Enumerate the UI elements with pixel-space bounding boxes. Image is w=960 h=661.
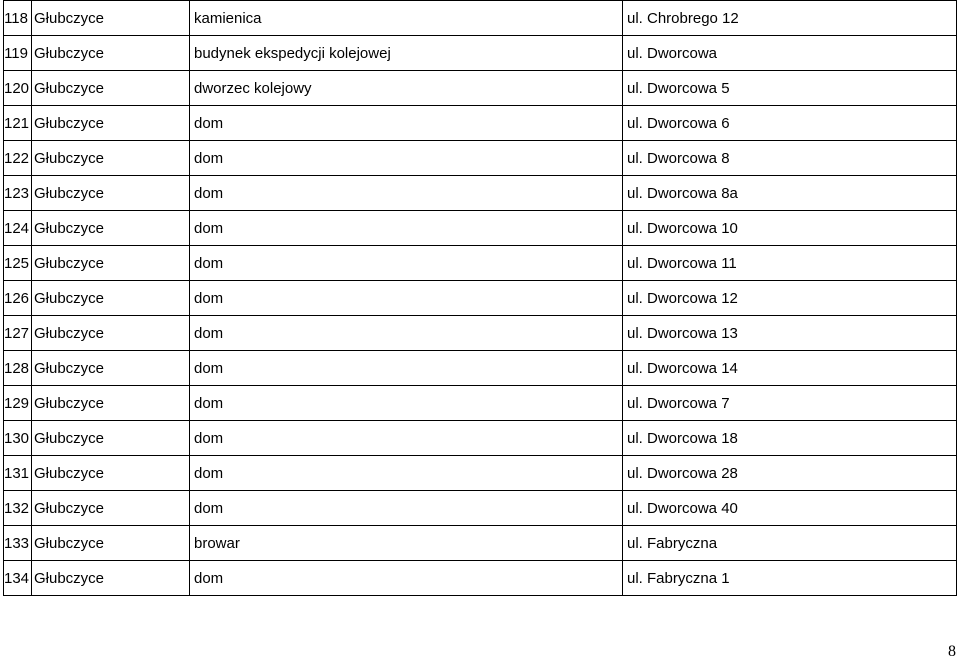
row-number: 133: [4, 526, 32, 561]
table-row: [4, 491, 957, 526]
town-cell: Głubczyce: [32, 316, 190, 351]
table-row: [4, 351, 957, 386]
town-cell: Głubczyce: [32, 526, 190, 561]
row-number: 123: [4, 176, 32, 211]
row-number: 128: [4, 351, 32, 386]
object-cell: budynek ekspedycji kolejowej: [190, 36, 623, 71]
object-cell: dom: [190, 281, 623, 316]
address-cell: ul. Dworcowa 11: [623, 246, 957, 281]
table-row: [4, 246, 957, 281]
table-body: [4, 1, 957, 596]
address-cell: ul. Fabryczna 1: [623, 561, 957, 596]
address-cell: ul. Dworcowa 40: [623, 491, 957, 526]
object-cell: kamienica: [190, 1, 623, 36]
town-cell: Głubczyce: [32, 281, 190, 316]
table-row: [4, 561, 957, 596]
table-row: [4, 36, 957, 71]
address-cell: ul. Dworcowa 8: [623, 141, 957, 176]
row-number: 127: [4, 316, 32, 351]
object-cell: dom: [190, 351, 623, 386]
town-cell: Głubczyce: [32, 211, 190, 246]
town-cell: Głubczyce: [32, 421, 190, 456]
table-row: [4, 281, 957, 316]
object-cell: dom: [190, 456, 623, 491]
row-number: 118: [4, 1, 32, 36]
town-cell: Głubczyce: [32, 71, 190, 106]
row-number: 134: [4, 561, 32, 596]
town-cell: Głubczyce: [32, 36, 190, 71]
object-cell: dworzec kolejowy: [190, 71, 623, 106]
object-cell: dom: [190, 421, 623, 456]
table-row: [4, 386, 957, 421]
town-cell: Głubczyce: [32, 246, 190, 281]
row-number: 125: [4, 246, 32, 281]
row-number: 126: [4, 281, 32, 316]
address-cell: ul. Dworcowa 10: [623, 211, 957, 246]
object-cell: dom: [190, 386, 623, 421]
address-cell: ul. Dworcowa 12: [623, 281, 957, 316]
table-row: [4, 71, 957, 106]
town-cell: Głubczyce: [32, 1, 190, 36]
table-row: [4, 1, 957, 36]
address-cell: ul. Dworcowa 14: [623, 351, 957, 386]
row-number: 121: [4, 106, 32, 141]
row-number: 119: [4, 36, 32, 71]
row-number: 131: [4, 456, 32, 491]
address-cell: ul. Dworcowa 28: [623, 456, 957, 491]
object-cell: dom: [190, 211, 623, 246]
address-cell: ul. Dworcowa 7: [623, 386, 957, 421]
town-cell: Głubczyce: [32, 351, 190, 386]
monument-register-table: [3, 0, 957, 596]
row-number: 124: [4, 211, 32, 246]
address-cell: ul. Dworcowa: [623, 36, 957, 71]
table-row: [4, 316, 957, 351]
town-cell: Głubczyce: [32, 176, 190, 211]
row-number: 130: [4, 421, 32, 456]
object-cell: dom: [190, 561, 623, 596]
table-row: [4, 456, 957, 491]
address-cell: ul. Fabryczna: [623, 526, 957, 561]
town-cell: Głubczyce: [32, 141, 190, 176]
table-row: [4, 421, 957, 456]
table-row: [4, 106, 957, 141]
table-row: [4, 211, 957, 246]
table-row: [4, 526, 957, 561]
object-cell: dom: [190, 176, 623, 211]
address-cell: ul. Dworcowa 5: [623, 71, 957, 106]
address-cell: ul. Chrobrego 12: [623, 1, 957, 36]
object-cell: dom: [190, 491, 623, 526]
town-cell: Głubczyce: [32, 491, 190, 526]
object-cell: dom: [190, 316, 623, 351]
town-cell: Głubczyce: [32, 386, 190, 421]
page-number: 8: [948, 643, 956, 660]
object-cell: dom: [190, 141, 623, 176]
row-number: 120: [4, 71, 32, 106]
town-cell: Głubczyce: [32, 106, 190, 141]
table-row: [4, 176, 957, 211]
address-cell: ul. Dworcowa 13: [623, 316, 957, 351]
table-row: [4, 141, 957, 176]
address-cell: ul. Dworcowa 8a: [623, 176, 957, 211]
object-cell: browar: [190, 526, 623, 561]
row-number: 132: [4, 491, 32, 526]
town-cell: Głubczyce: [32, 561, 190, 596]
address-cell: ul. Dworcowa 6: [623, 106, 957, 141]
town-cell: Głubczyce: [32, 456, 190, 491]
address-cell: ul. Dworcowa 18: [623, 421, 957, 456]
row-number: 129: [4, 386, 32, 421]
row-number: 122: [4, 141, 32, 176]
object-cell: dom: [190, 246, 623, 281]
object-cell: dom: [190, 106, 623, 141]
